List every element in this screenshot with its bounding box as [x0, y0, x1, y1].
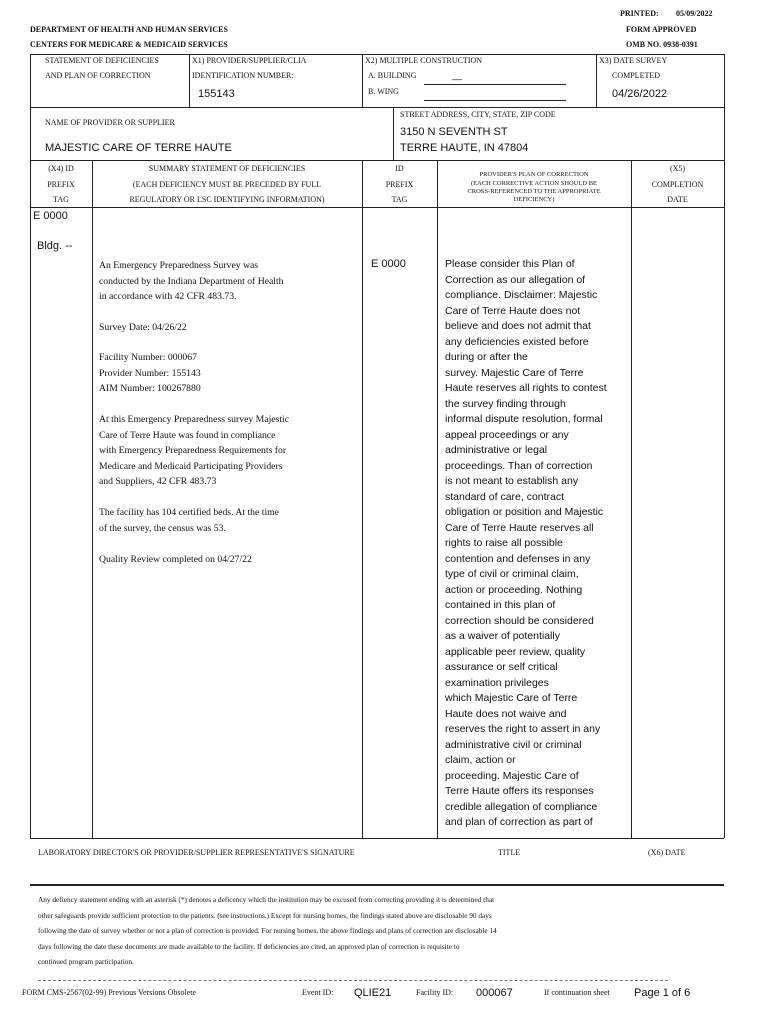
survey-date-value: 04/26/2022	[612, 88, 668, 100]
id-header-2: PREFIX	[385, 180, 414, 189]
id-header-3: TAG	[391, 195, 408, 204]
address-label: STREET ADDRESS, CITY, STATE, ZIP CODE	[400, 110, 556, 119]
footer-divider	[38, 980, 668, 981]
x4-header-2: PREFIX	[47, 180, 75, 189]
facility-id-value: 000067	[476, 987, 513, 999]
completed-label: COMPLETED	[612, 71, 660, 80]
summary-paragraph-5: The facility has 104 certified beds. At the time of the survey, the census was 53.	[99, 507, 279, 534]
provider-name-value: MAJESTIC CARE OF TERRE HAUTE	[45, 142, 232, 154]
printed-date: 05/09/2022	[676, 9, 713, 18]
plan-header-1: PROVIDER'S PLAN OF CORRECTION	[479, 171, 589, 178]
plan-header-4: DEFICIENCY)	[513, 196, 555, 203]
building-value: __	[452, 70, 463, 80]
summary-header-3: REGULATORY OR LSC IDENTIFYING INFORMATION)	[129, 195, 325, 204]
address-line1: 3150 N SEVENTH ST	[400, 126, 508, 138]
continuation-label: If continuation sheet	[544, 988, 610, 997]
x3-label: X3) DATE SURVEY	[599, 56, 668, 65]
x5-header-1: (X5)	[669, 164, 686, 173]
centers-title: CENTERS FOR MEDICARE & MEDICAID SERVICES	[30, 40, 228, 49]
x2-label: X2) MULTIPLE CONSTRUCTION	[365, 56, 483, 65]
event-id-value: QLIE21	[354, 987, 392, 999]
summary-paragraph-4: At this Emergency Preparedness survey Majestic Care of Terre Haute was found in compliance with Emergency Preparedness Requirements for Medicare and Medicaid Participating Providers and Suppliers, 42 CFR 483.73	[99, 414, 290, 487]
summary-header-2: (EACH DEFICIENCY MUST BE PRECEDED BY FULL	[132, 180, 322, 189]
summary-paragraph-2: Survey Date: 04/26/22	[99, 322, 187, 333]
address-line2: TERRE HAUTE, IN 47804	[400, 142, 529, 154]
page-number: Page 1 of 6	[634, 987, 691, 999]
x4-header-3: TAG	[53, 195, 69, 204]
form-number: FORM CMS-2567(02-99) Previous Versions Obsolete	[22, 988, 197, 997]
id-header-1: ID	[395, 164, 404, 173]
tag-left: E 0000	[33, 210, 68, 222]
x5-header-3: DATE	[667, 195, 688, 204]
summary-paragraph-6: Quality Review completed on 04/27/22	[99, 554, 252, 565]
provider-name-label: NAME OF PROVIDER OR SUPPLIER	[45, 118, 175, 127]
summary-paragraph-1: An Emergency Preparedness Survey was conducted by the Indiana Department of Health in accordance with 42 CFR 483.73.	[99, 260, 284, 302]
x6-date-label: (X6) DATE	[648, 848, 686, 857]
printed-label: PRINTED:	[620, 9, 659, 18]
title-label: TITLE	[498, 848, 521, 857]
tag-right: E 0000	[371, 258, 406, 270]
omb-number: OMB NO. 0938-0391	[626, 40, 698, 49]
facility-id-label: Facility ID:	[416, 988, 454, 997]
building-tag: Bldg. --	[37, 240, 73, 252]
summary-paragraph-3: Facility Number: 000067 Provider Number: 155143 AIM Number: 100267880	[99, 352, 201, 394]
signature-label: LABORATORY DIRECTOR'S OR PROVIDER/SUPPLIER REPRESENTATIVE'S SIGNATURE	[38, 848, 355, 857]
x1-label: X1) PROVIDER/SUPPLIER/CLIA	[192, 56, 307, 65]
event-id-label: Event ID:	[302, 988, 334, 997]
plan-header-2: (EACH CORRECTIVE ACTION SHOULD BE	[470, 180, 598, 187]
statement-label: STATEMENT OF DEFICIENCIES	[45, 56, 159, 65]
x4-header-1: (X4) ID	[48, 164, 74, 173]
disclaimer-text: Any defiency statement ending with an asterisk (*) denotes a deficency which the institution may be excused from correcting providing it is determined that other safeguards provide sufficient protection to the patients. (see instructions.) Except for nursing homes, the findings stated above are disclosable 90 days following the date of survey whether or not a plan of correction is provided. For nursing homes, the above findings and plans of correction are disclosable 14 days following the date these documents are made available to the facility. If deficiencies are cited, an approved plan of correction is requisite to continued program participation.	[38, 895, 497, 966]
x1-id-label: IDENTIFICATION NUMBER:	[192, 71, 294, 80]
plan-of-correction-text: Please consider this Plan of Correction as our allegation of compliance. Disclaimer: Majestic Care of Terre Haute does not believe and does not admit that any deficiencies existed before during or after the survey. Majestic Care of Terre Haute reserves all rights to contest the survey finding through informal dispute resolution, formal appeal proceedings or any administrative or legal proceedings. Than of correction is not meant to establish any standard of care, contract obligation or position and Majestic Care of Terre Haute reserves all rights to raise all possible contention and defenses in any type of civil or criminal claim, action or proceeding. Nothing contained in this plan of correction should be considered as a waiver of potentially applicable peer review, quality assurance or self critical examination privileges which Majestic Care of Terre Haute does not waive and reserves the right to assert in any administrative civil or criminal claim, action or proceeding. Majestic Care of Terre Haute offers its responses credible allegation of compliance and plan of correction as part of	[445, 258, 607, 828]
wing-label: B. WING	[368, 87, 399, 96]
summary-header-1: SUMMARY STATEMENT OF DEFICIENCIES	[148, 164, 306, 173]
plan-header-3: CROSS-REFERENCED TO THE APPROPRIATE	[467, 188, 601, 195]
provider-id-value: 155143	[198, 88, 235, 100]
department-title: DEPARTMENT OF HEALTH AND HUMAN SERVICES	[30, 25, 228, 34]
form-approved: FORM APPROVED	[626, 25, 697, 34]
building-label: A. BUILDING	[368, 71, 417, 80]
plan-label: AND PLAN OF CORRECTION	[45, 71, 151, 80]
signature-divider	[30, 884, 724, 886]
x5-header-2: COMPLETION	[651, 180, 704, 189]
